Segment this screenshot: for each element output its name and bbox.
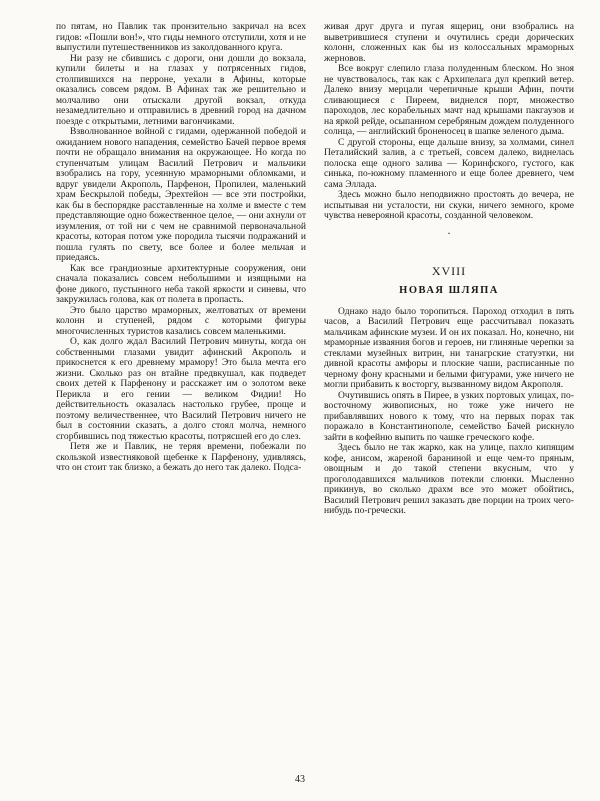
paragraph: Это было царство мраморных, желтоватых от времени колонн и ступеней, рядом с которыми фигуры многочисленных туристов казались совсем маленькими.	[56, 304, 306, 337]
section-separator: ·	[447, 225, 451, 240]
chapter-title: НОВАЯ ШЛЯПА	[399, 284, 499, 296]
book-page	[56, 22, 574, 752]
left-column	[56, 22, 306, 474]
page-number: 43	[295, 774, 305, 785]
paragraph: живая друг друга и пугая ящериц, они взобрались на выветрившиеся ступени и очутились среди дорических колонн, сложенных как бы из колоссальных мраморных жерновов.	[324, 21, 574, 64]
paragraph: Очутившись опять в Пирее, в узких портовых улицах, по-восточному живописных, но тоже уже ничего не прибавлявших нового к тому, что на первых порах так поражало в Константинополе, семейство Бачей рискнуло зайти в кофейню выпить по чашке греческого кофе.	[324, 389, 574, 443]
paragraph: по пятам, но Павлик так пронзительно закричал на всех гидов: «Пошли вон!», что гиды немного отступили, хотя и не выпустили путешественников из заколдованного круга.	[56, 21, 306, 53]
paragraph: С другой стороны, еще дальше внизу, за холмами, синел Петалийский залив, а с третьей, совсем далеко, виднелась полоска еще одного залива — Коринфского, густого, как синька, по-южному пламенного и еще более древнего, чем сама Эллада.	[324, 136, 574, 190]
paragraph: Однако надо было торопиться. Пароход отходил в пять часов, а Василий Петрович еще рассчитывал показать мальчикам афинские музеи. И он их показал. Но, конечно, ни мраморные изваяния богов и героев, ни глиняные черепки за стеклами музейных витрин, ни танагрские статуэтки, ни дивной красоты амфоры и плоские чаши, расписанные по черному фону красными и белыми фигурами, уже ничего не могли прибавить к восторгу, вызванному видом Акрополя.	[324, 305, 574, 390]
paragraph: Взволнованное войной с гидами, одержанной победой и ожиданием нового нападения, семейство Бачей первое время почти не обращало внимания на окружающее. Но когда по ступенчатым улицам Василий Петрович и мальчики взобрались на гору, усеянную мраморными обломками, и вдруг увидели Акрополь, Парфенон, Пропилеи, маленький храм Бескрылой победы, Эрехтейон — все эти постройки, как бы в беспорядке расставленные на холме и вместе с тем представляющие одно божественное целое, — они ахнули от изумления, от той ни с чем не сравнимой первоначальной красоты, которая потом уже породила тысячи подражаний и пошла гулять по свету, все более и более мельчая и приедаясь.	[56, 126, 306, 263]
paragraph: Ни разу не сбившись с дороги, они дошли до вокзала, купили билеты и на глазах у потрясенных гидов, столпившихся на перроне, уехали в Афины, которые оказались совсем рядом. В Афинах так же решительно и молчаливо они отыскали другой вокзал, откуда незамедлительно и отправились в древний город на дачном поезде с открытыми, летними вагончиками.	[56, 52, 306, 127]
paragraph: Здесь было не так жарко, как на улице, пахло кипящим кофе, анисом, жареной бараниной и еще чем-то пряным, овощным и до такой степени вкусным, что у проголодавшихся мальчиков потекли слюнки. Мысленно прикинув, во сколько драхм все это может обойтись, Василий Петрович решил заказать две порции на троих чего-нибудь по-гречески.	[324, 442, 574, 516]
chapter-number: XVIII	[431, 263, 467, 278]
right-column	[324, 22, 574, 517]
paragraph: О, как долго ждал Василий Петрович минуты, когда он собственными глазами увидит афинский Акрополь и прикоснется к его древнему мрамору! Это была мечта его жизни. Сколько раз он втайне предвкушал, как подведет своих детей к Парфенону и расскажет им о золотом веке Перикла и его гении — великом Фидии! Но действительность оказалась настолько грубее, проще и поэтому величественнее, что Василий Петрович ничего не был в состоянии сказать, а долго стоял молча, немного сгорбившись под тяжестью красоты, потрясшей его до слез.	[56, 336, 306, 442]
paragraph: Здесь можно было неподвижно простоять до вечера, не испытывая ни усталости, ни скуки, ничего земного, кроме чувства неверояной красоты, созданной человеком.	[324, 189, 574, 221]
paragraph: Как все грандиозные архитектурные сооружения, они сначала показались совсем небольшими и изящными на фоне дикого, пустынного неба такой яркости и синевы, что закружилась голова, как от полета в пропасть.	[56, 262, 306, 305]
paragraph: Петя же и Павлик, не теряя времени, побежали по скользкой известняковой щебенке к Парфенону, удивляясь, что он стоит так близко, а бежать до него так далеко. Подса-	[56, 441, 306, 473]
paragraph: Все вокруг слепило глаза полуденным блеском. Но зноя не чувствовалось, так как с Архипелага дул крепкий ветер. Далеко внизу мерцали черепичные крыши Афин, почти сливающиеся с Пиреем, виднелся порт, множество пароходов, лес корабельных мачт над крышами пакгаузов и на яркой рейде, осыпанном серебряным дождем полуденного солнца, — английский броненосец в шапке зеленого дыма.	[324, 63, 574, 137]
